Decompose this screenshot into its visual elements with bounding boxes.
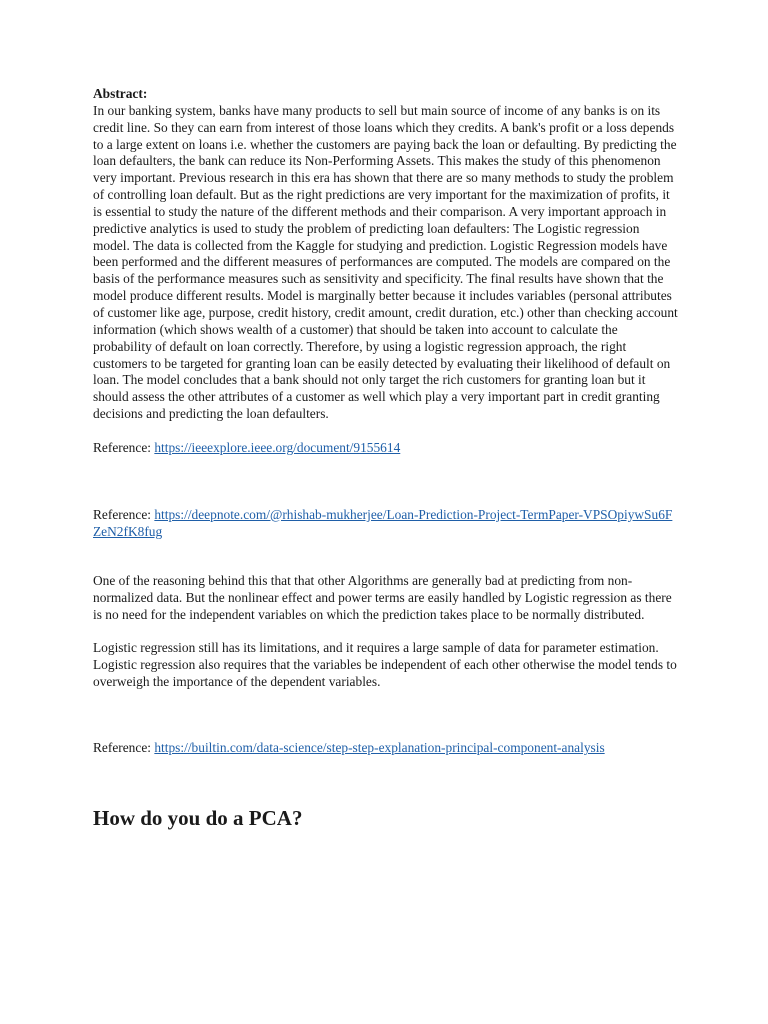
section-heading: How do you do a PCA? — [93, 806, 303, 831]
spacer — [93, 540, 678, 573]
reference-label: Reference: — [93, 740, 155, 756]
abstract-paragraph — [93, 86, 678, 423]
reference-link-deepnote[interactable]: https://deepnote.com/@rhishab-mukherjee/Loan-Prediction-Project-TermPaper-VPSOpiywSu6FZeN2fK8fug — [93, 506, 673, 539]
spacer — [93, 624, 678, 640]
reference-1 — [93, 440, 678, 457]
abstract-body: In our banking system, banks have many products to sell but main source of income of any banks is on its credit line. So they can earn from interest of those loans which they credits. A bank's profit or a loss depends to a large extent on loans i.e. whether the customers are paying back the loan or defaulting. By predicting the loan defaulters, the bank can reduce its Non-Performing Assets. This makes the study of this phenomenon very important. Previous research in this era has shown that there are so many methods to study the problem of controlling loan default. But as the right predictions are very important for the maximization of profits, it is essential to study the nature of the different methods and their comparison. A very important approach in predictive analytics is used to study the problem of predicting loan defaulters: The Logistic regression model. The data is collected from the Kaggle for studying and prediction. Logistic Regression models have been performed and the different measures of performances are computed. The models are compared on the basis of the performance measures such as sensitivity and specificity. The final results have shown that the model produce different results. Model is marginally better because it includes variables (personal attributes of customer like age, purpose, credit history, credit amount, credit duration, etc.) other than checking account information (which shows wealth of a customer) that should be taken into account to calculate the probability of default on loan correctly. Therefore, by using a logistic regression approach, the right customers to be targeted for granting loan can be easily detected by evaluating their likelihood of default on loan. The model concludes that a bank should not only target the rich customers for granting loan but it should assess the other attributes of a customer as well which play a very important part in credit granting decisions and predicting the loan defaulters. — [93, 102, 678, 422]
reference-label: Reference: — [93, 439, 155, 455]
reference-2 — [93, 507, 678, 541]
abstract-heading: Abstract: — [93, 86, 148, 101]
reference-label: Reference: — [93, 506, 155, 522]
spacer — [93, 457, 678, 507]
reference-3 — [93, 740, 678, 757]
reference-link-ieee[interactable]: https://ieeexplore.ieee.org/document/9155614 — [154, 439, 401, 455]
spacer — [93, 423, 678, 440]
document-page — [93, 86, 678, 831]
body-paragraph-limitations: Logistic regression still has its limitations, and it requires a large sample of data for parameter estimation. Logistic regression also requires that the variables be independent of each other otherwise the model tends to overweigh the importance of the dependent variables. — [93, 639, 677, 689]
reference-link-builtin[interactable]: https://builtin.com/data-science/step-step-explanation-principal-component-analysis — [154, 740, 605, 756]
spacer — [93, 757, 678, 805]
spacer — [93, 690, 678, 740]
body-paragraph-nonlinear: One of the reasoning behind this that that other Algorithms are generally bad at predicting from non-normalized data. But the nonlinear effect and power terms are easily handled by Logistic regression as there is no need for the independent variables on which the prediction takes place to be normally distributed. — [93, 573, 672, 623]
